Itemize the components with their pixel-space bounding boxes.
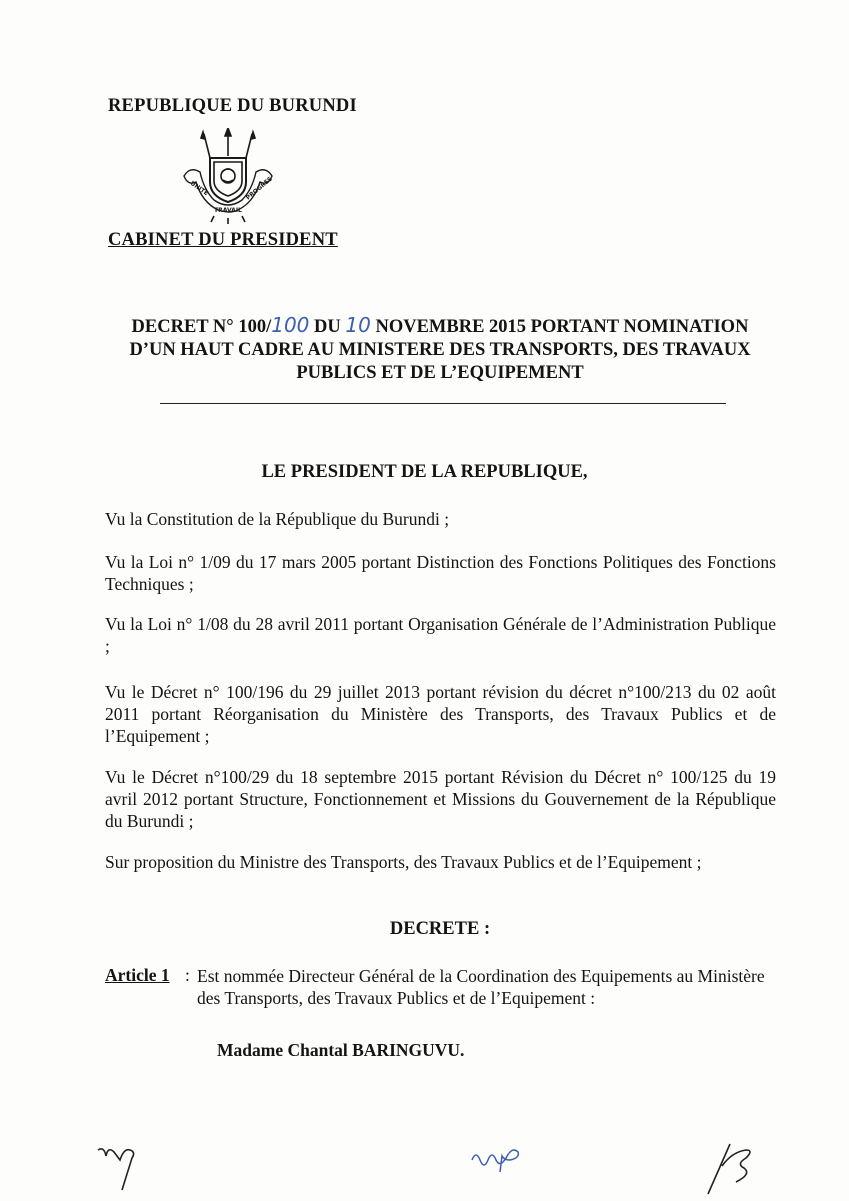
handwritten-decree-number: 100: [271, 313, 310, 337]
consideration-loi-1-08: Vu la Loi n° 1/08 du 28 avril 2011 portant Organisation Générale de l’Administration Publique ;: [105, 614, 776, 656]
burundi-coat-of-arms-emblem: [176, 128, 280, 224]
consideration-decret-100-29: Vu le Décret n°100/29 du 18 septembre 2015 portant Révision du Décret n° 100/125 du 19 avril 2012 portant Structure, Fonctionnement et Missions du Gouvernement de la République du Burundi ;: [105, 767, 776, 831]
decree-du: DU: [309, 317, 346, 337]
consideration-proposition: Sur proposition du Ministre des Transports, des Travaux Publics et de l’Equipement ;: [105, 852, 702, 872]
initials-left-signature: [96, 1140, 146, 1192]
decrete-heading: DECRETE :: [389, 919, 491, 939]
title-divider: [160, 403, 726, 404]
motto-travail: TRAVAIL: [214, 207, 242, 214]
article-1-label: Article 1: [105, 965, 170, 985]
motto-unite: UNITE: [188, 179, 210, 198]
decree-prefix: DECRET N° 100/: [131, 317, 272, 337]
decree-title-line3: PUBLICS ET DE L’EQUIPEMENT: [296, 363, 584, 383]
motto-progres: PROGRES: [244, 175, 274, 202]
republic-heading: REPUBLIQUE DU BURUNDI: [108, 96, 357, 116]
decree-title: [90, 314, 790, 385]
issuer-heading: LE PRESIDENT DE LA REPUBLIQUE,: [261, 462, 588, 482]
cabinet-heading: CABINET DU PRESIDENT: [108, 230, 338, 250]
handwritten-decree-day: 10: [345, 313, 371, 337]
consideration-constitution: Vu la Constitution de la République du Burundi ;: [105, 509, 450, 529]
article-1-text: Est nommée Directeur Général de la Coordination des Equipements au Ministère des Transports, des Travaux Publics et de l’Equipement :: [197, 966, 765, 1008]
initials-right-signature: [700, 1140, 760, 1196]
nominee-name: Madame Chantal BARINGUVU.: [217, 1040, 465, 1060]
decree-title-rest: NOVEMBRE 2015 PORTANT NOMINATION: [370, 317, 749, 337]
decree-title-line2: D’UN HAUT CADRE AU MINISTERE DES TRANSPORTS, DES TRAVAUX: [129, 340, 751, 360]
article-1-colon: :: [185, 965, 190, 985]
consideration-decret-100-196: Vu le Décret n° 100/196 du 29 juillet 2013 portant révision du décret n°100/213 du 02 août 2011 portant Réorganisation du Ministère des Transports, des Travaux Publics et de l’Equipement ;: [105, 682, 776, 746]
initials-center-signature: [470, 1138, 530, 1174]
consideration-loi-1-09: Vu la Loi n° 1/09 du 17 mars 2005 portant Distinction des Fonctions Politiques des Fonctions Techniques ;: [105, 552, 776, 594]
decree-title-line1: [90, 314, 790, 339]
